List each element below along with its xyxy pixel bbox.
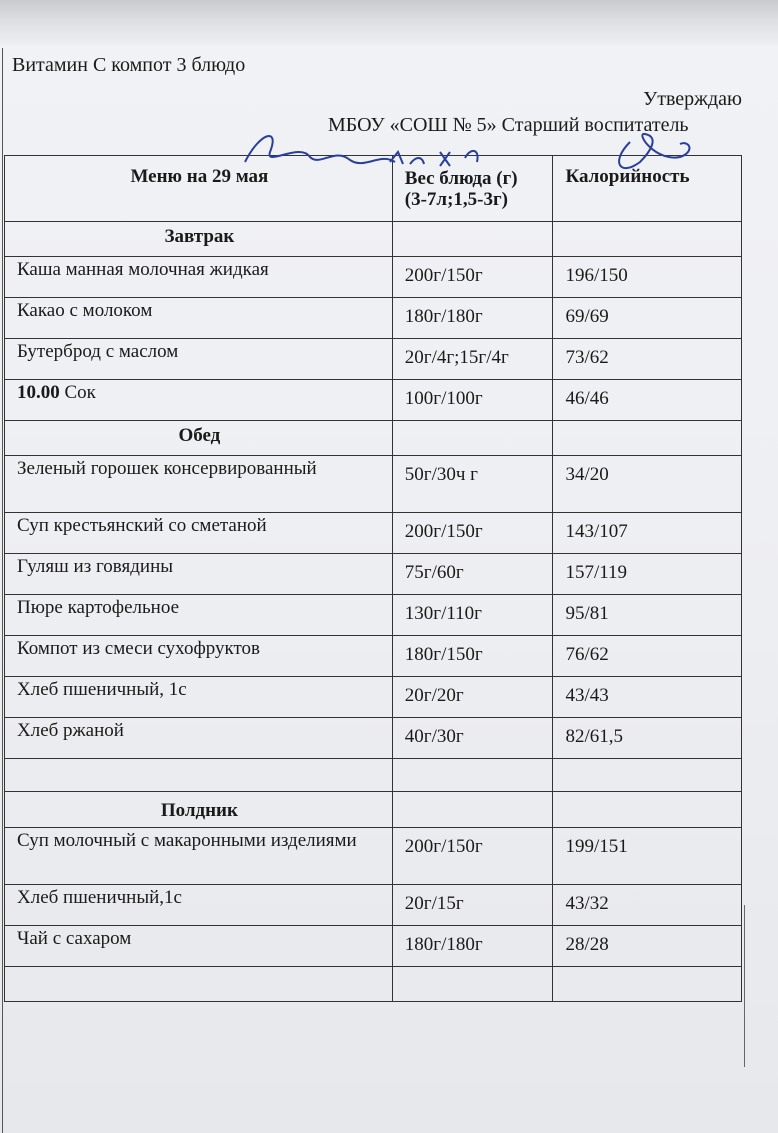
dish-name: Пюре картофельное — [5, 595, 393, 636]
table-row — [5, 828, 742, 885]
dish-name: Какао с молоком — [5, 298, 393, 339]
dish-calories: 28/28 — [553, 926, 742, 967]
dish-weight: 20г/15г — [392, 885, 553, 926]
dish-name: Бутерброд с маслом — [5, 339, 393, 380]
table-row — [5, 636, 742, 677]
menu-table — [4, 155, 742, 1002]
dish-calories: 157/119 — [553, 554, 742, 595]
table-row — [5, 677, 742, 718]
table-row — [5, 513, 742, 554]
table-row — [5, 554, 742, 595]
table-row — [5, 456, 742, 513]
table-row — [5, 339, 742, 380]
dish-weight: 40г/30г — [392, 718, 553, 759]
dish-weight: 180г/180г — [392, 926, 553, 967]
dish-name: Хлеб пшеничный,1с — [5, 885, 393, 926]
section-title: Завтрак — [5, 222, 393, 257]
approval-line-1: Утверждаю — [643, 88, 742, 110]
table-row — [5, 380, 742, 421]
dish-time: 10.00 — [17, 382, 60, 403]
dish-calories: 46/46 — [553, 380, 742, 421]
dish-name: Хлеб ржаной — [5, 718, 393, 759]
dish-calories: 43/43 — [553, 677, 742, 718]
dish-name-cell — [5, 380, 393, 421]
section-title: Обед — [5, 421, 393, 456]
dish-calories: 69/69 — [553, 298, 742, 339]
dish-weight: 20г/20г — [392, 677, 553, 718]
dish-calories: 82/61,5 — [553, 718, 742, 759]
document-title: Витамин С компот 3 блюдо — [12, 54, 246, 76]
table-row — [5, 257, 742, 298]
dish-calories: 199/151 — [553, 828, 742, 885]
page-top-shadow — [0, 0, 778, 46]
dish-weight: 20г/4г;15г/4г — [392, 339, 553, 380]
dish-name: Сок — [64, 382, 96, 403]
header-weight: Вес блюда (г) (3-7л;1,5-3г) — [392, 156, 553, 222]
dish-calories: 34/20 — [553, 456, 742, 513]
dish-name: Зеленый горошек консервированный — [5, 456, 393, 513]
table-row — [5, 926, 742, 967]
dish-weight: 50г/30ч г — [392, 456, 553, 513]
dish-calories: 73/62 — [553, 339, 742, 380]
dish-name: Чай с сахаром — [5, 926, 393, 967]
dish-calories: 76/62 — [553, 636, 742, 677]
dish-weight: 130г/110г — [392, 595, 553, 636]
header-menu: Меню на 29 мая — [5, 156, 393, 222]
dish-name: Каша манная молочная жидкая — [5, 257, 393, 298]
dish-calories: 43/32 — [553, 885, 742, 926]
table-row — [5, 718, 742, 759]
dish-weight: 100г/100г — [392, 380, 553, 421]
section-row-snack — [5, 792, 742, 828]
empty-row — [5, 967, 742, 1002]
dish-name: Гуляш из говядины — [5, 554, 393, 595]
dish-weight: 180г/150г — [392, 636, 553, 677]
dish-calories: 143/107 — [553, 513, 742, 554]
section-row-breakfast — [5, 222, 742, 257]
approval-line-2: МБОУ «СОШ № 5» Старший воспитатель — [328, 114, 689, 136]
table-row — [5, 595, 742, 636]
dish-weight: 75г/60г — [392, 554, 553, 595]
dish-weight: 200г/150г — [392, 513, 553, 554]
dish-weight: 180г/180г — [392, 298, 553, 339]
dish-calories: 95/81 — [553, 595, 742, 636]
table-row — [5, 885, 742, 926]
page-right-rule — [744, 905, 745, 1067]
dish-weight: 200г/150г — [392, 257, 553, 298]
section-row-lunch — [5, 421, 742, 456]
header-row — [5, 156, 742, 222]
dish-calories: 196/150 — [553, 257, 742, 298]
dish-name: Суп крестьянский со сметаной — [5, 513, 393, 554]
dish-name: Хлеб пшеничный, 1с — [5, 677, 393, 718]
table-row — [5, 298, 742, 339]
empty-row — [5, 759, 742, 792]
dish-name: Суп молочный с макаронными изделиями — [5, 828, 393, 885]
dish-weight: 200г/150г — [392, 828, 553, 885]
page-left-border — [2, 48, 3, 1133]
header-calories: Калорийность — [553, 156, 742, 222]
dish-name: Компот из смеси сухофруктов — [5, 636, 393, 677]
section-title: Полдник — [5, 792, 393, 828]
